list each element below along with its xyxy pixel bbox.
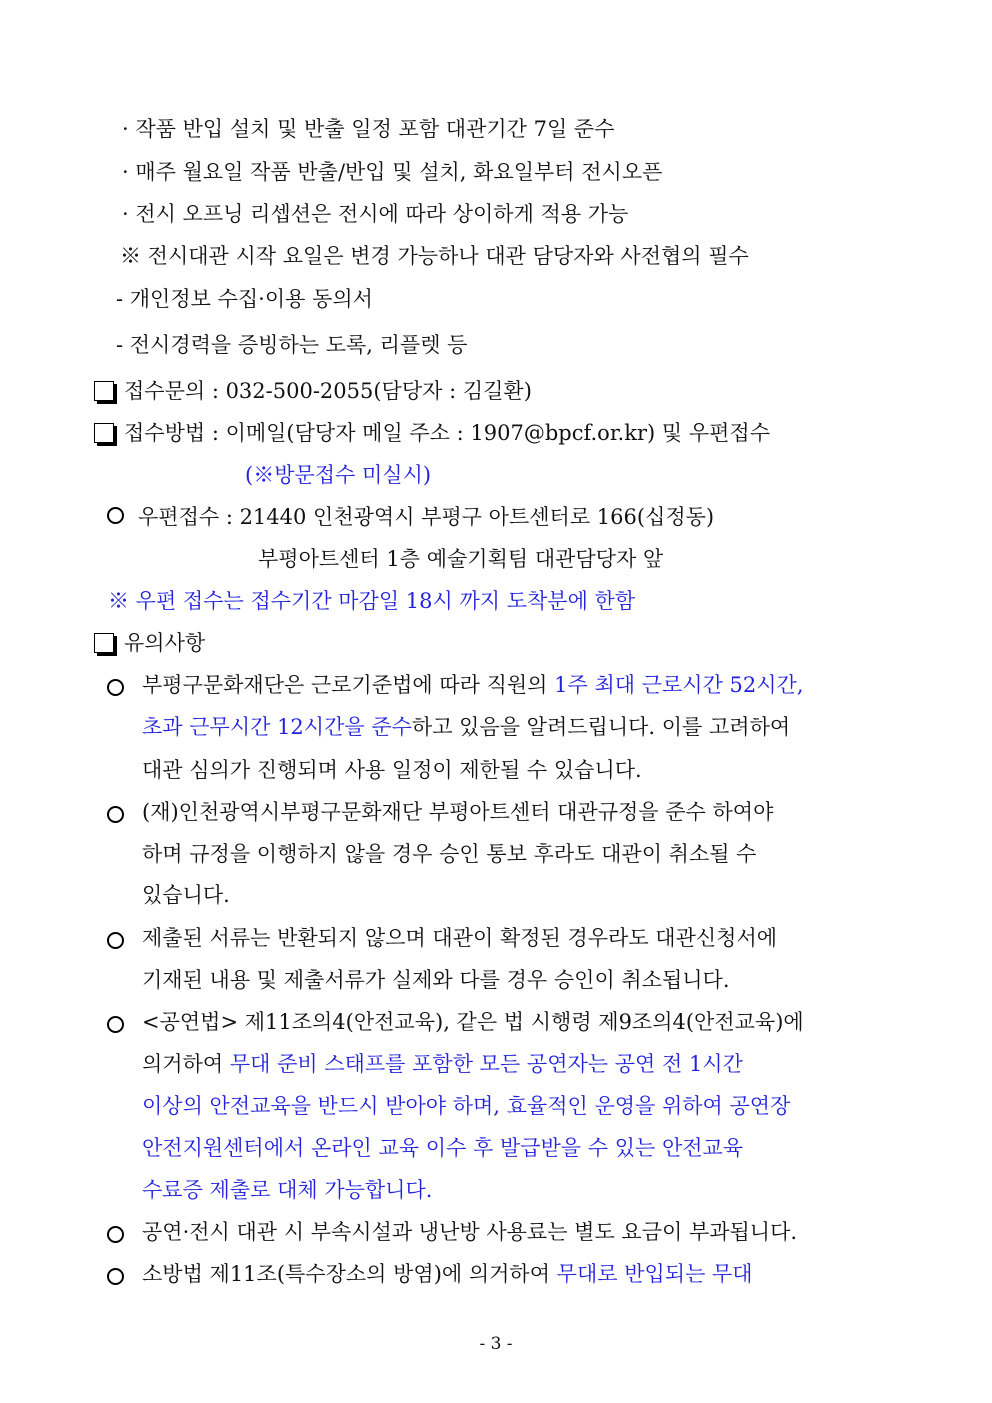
- notice-heading: 유의사항: [124, 631, 206, 655]
- text-segment: 하고 있음을 알려드립니다. 이를 고려하여: [411, 715, 791, 739]
- circle-bullet-icon: [107, 806, 124, 823]
- notice-p2-line2: 하며 규정을 이행하지 않을 경우 승인 통보 후라도 대관이 취소될 수: [142, 842, 757, 866]
- highlight-segment: 1주 최대 근로시간 52시간,: [554, 673, 804, 697]
- bullet-item-reception: · 전시 오프닝 리셉션은 전시에 따라 상이하게 적용 가능: [122, 202, 629, 226]
- notice-p3-line2: 기재된 내용 및 제출서류가 실제와 다를 경우 승인이 취소됩니다.: [142, 968, 730, 992]
- circle-bullet-icon: [107, 507, 124, 524]
- postal-recipient: 부평아트센터 1층 예술기획팀 대관담당자 앞: [258, 547, 664, 571]
- notice-p4-line1: <공연법> 제11조의4(안전교육), 같은 법 시행령 제9조의4(안전교육)에: [142, 1010, 804, 1034]
- notice-p2-line3: 있습니다.: [142, 883, 230, 907]
- notice-p4-line4: 안전지원센터에서 온라인 교육 이수 후 발급받을 수 있는 안전교육: [142, 1136, 744, 1160]
- notice-p4-line2: [142, 1049, 743, 1079]
- method-row: [94, 418, 770, 448]
- contact-text: 접수문의 : 032-500-2055(담당자 : 김길환): [124, 379, 532, 403]
- notice-p3-line1: 제출된 서류는 반환되지 않으며 대관이 확정된 경우라도 대관신청서에: [142, 926, 778, 950]
- page-number: - 3 -: [479, 1334, 513, 1354]
- text-segment: 의거하여: [142, 1052, 230, 1076]
- postal-row: [107, 502, 714, 532]
- notice-p5: 공연·전시 대관 시 부속시설과 냉난방 사용료는 별도 요금이 부과됩니다.: [142, 1220, 798, 1244]
- highlight-segment: 초과 근무시간 12시간을 준수: [142, 715, 412, 739]
- checkbox-icon: [94, 423, 114, 443]
- notice-heading-row: [94, 628, 205, 658]
- circle-bullet-icon: [107, 1226, 124, 1243]
- notice-p6-line1: [142, 1259, 753, 1289]
- notice-p4-line5: 수료증 제출로 대체 가능합니다.: [142, 1178, 433, 1202]
- dash-item-career-proof: - 전시경력을 증빙하는 도록, 리플렛 등: [116, 333, 468, 357]
- notice-p2-line1: (재)인천광역시부평구문화재단 부평아트센터 대관규정을 준수 하여야: [142, 800, 774, 824]
- checkbox-icon: [94, 633, 114, 653]
- notice-p1-line2: [142, 712, 790, 742]
- contact-row: [94, 376, 532, 406]
- dash-item-privacy: - 개인정보 수집·이용 동의서: [116, 287, 373, 311]
- note-exhibition-start: ※ 전시대관 시작 요일은 변경 가능하나 대관 담당자와 사전협의 필수: [120, 244, 749, 268]
- notice-p1-line1: [142, 670, 898, 700]
- circle-bullet-icon: [107, 679, 124, 696]
- method-text: 접수방법 : 이메일(담당자 메일 주소 : 1907@bpcf.or.kr) 및 우편접수: [124, 421, 770, 445]
- circle-bullet-icon: [107, 932, 124, 949]
- circle-bullet-icon: [107, 1268, 124, 1285]
- postal-note: ※ 우편 접수는 접수기간 마감일 18시 까지 도착분에 한함: [108, 589, 636, 613]
- text-segment: 부평구문화재단은 근로기준법에 따라 직원의: [142, 673, 555, 697]
- postal-address: 우편접수 : 21440 인천광역시 부평구 아트센터로 166(십정동): [138, 505, 715, 529]
- highlight-segment: 무대로 반입되는 무대: [556, 1262, 753, 1286]
- notice-p1-line3: 대관 심의가 진행되며 사용 일정이 제한될 수 있습니다.: [142, 758, 642, 782]
- checkbox-icon: [94, 381, 114, 401]
- bullet-item-period: · 작품 반입 설치 및 반출 일정 포함 대관기간 7일 준수: [122, 117, 615, 141]
- notice-p4-line3: 이상의 안전교육을 반드시 받아야 하며, 효율적인 운영을 위하여 공연장: [142, 1094, 791, 1118]
- method-note: (※방문접수 미실시): [245, 463, 432, 487]
- text-segment: 소방법 제11조(특수장소의 방염)에 의거하여: [142, 1262, 557, 1286]
- circle-bullet-icon: [107, 1016, 124, 1033]
- highlight-segment: 무대 준비 스태프를 포함한 모든 공연자는 공연 전 1시간: [229, 1052, 743, 1076]
- bullet-item-schedule: · 매주 월요일 작품 반출/반입 및 설치, 화요일부터 전시오픈: [122, 160, 663, 184]
